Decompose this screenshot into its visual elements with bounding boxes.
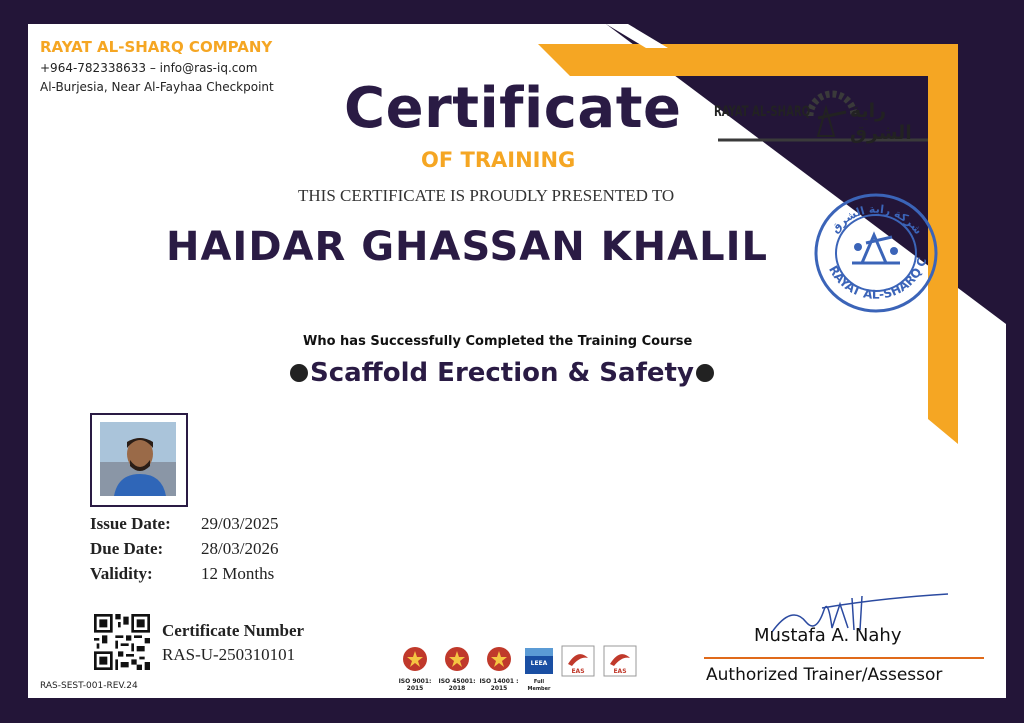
eas-badge bbox=[560, 644, 596, 692]
company-stamp bbox=[812, 191, 940, 315]
badge-label: ISO 14001 : bbox=[479, 678, 519, 685]
bullet-icon bbox=[290, 364, 308, 382]
certificate-sheet bbox=[28, 24, 1006, 698]
certificate-subtitle: OF TRAINING bbox=[421, 148, 576, 172]
presented-to-text: THIS CERTIFICATE IS PROUDLY PRESENTED TO bbox=[298, 186, 675, 205]
company-contact: +964-782338633 – info@ras-iq.com bbox=[40, 61, 258, 75]
eas-badge bbox=[602, 644, 638, 692]
person-photo-image bbox=[100, 422, 176, 496]
certificate-number-label: Certificate Number bbox=[162, 621, 305, 640]
badge-label: LEEA bbox=[530, 660, 548, 667]
validity-label: Validity: bbox=[90, 564, 153, 583]
course-title bbox=[290, 358, 714, 388]
company-logo bbox=[714, 86, 932, 152]
validity-value: 12 Months bbox=[201, 564, 275, 583]
signature-divider bbox=[704, 657, 984, 659]
logo-arabic-text: راية الشرق bbox=[850, 100, 912, 144]
badge-sub: Full Member bbox=[527, 679, 551, 692]
iso-45001-badge bbox=[436, 644, 478, 692]
badge-label: EAS bbox=[613, 668, 627, 675]
course-name: Scaffold Erection & Safety bbox=[310, 358, 694, 388]
badge-year: 2018 bbox=[448, 685, 466, 692]
stamp-arabic-text: شركة راية الشرق bbox=[828, 202, 925, 237]
badge-year: 2015 bbox=[406, 685, 424, 692]
stamp-seal-icon bbox=[812, 191, 940, 315]
iso-14001-badge bbox=[478, 644, 520, 692]
badge-year: 2015 bbox=[490, 685, 508, 692]
badge-label: ISO 45001: bbox=[438, 678, 476, 685]
issue-date-value: 29/03/2025 bbox=[201, 514, 279, 533]
recipient-photo bbox=[90, 413, 188, 507]
trainer-role: Authorized Trainer/Assessor bbox=[706, 665, 943, 685]
badge-label: ISO 9001: bbox=[398, 678, 432, 685]
company-name: RAYAT AL-SHARQ COMPANY bbox=[40, 38, 273, 56]
leea-badge bbox=[522, 644, 556, 692]
bullet-icon bbox=[696, 364, 714, 382]
stamp-english-text: RAYAT AL-SHARQ C bbox=[826, 255, 930, 302]
due-date-value: 28/03/2026 bbox=[201, 539, 279, 558]
logo-english-text: RAYAT AL-SHARQ bbox=[714, 104, 811, 120]
certificate-number-value: RAS-U-250310101 bbox=[162, 645, 296, 664]
due-date-label: Due Date: bbox=[90, 539, 164, 558]
iso-9001-badge bbox=[394, 644, 436, 692]
completed-course-text: Who has Successfully Completed the Training Course bbox=[303, 334, 693, 349]
recipient-name: HAIDAR GHASSAN KHALIL bbox=[166, 224, 768, 270]
issue-date-label: Issue Date: bbox=[90, 514, 171, 533]
qr-code-icon bbox=[94, 614, 150, 670]
trainer-name: Mustafa A. Nahy bbox=[754, 625, 902, 646]
badge-label: EAS bbox=[571, 668, 585, 675]
company-address: Al-Burjesia, Near Al-Fayhaa Checkpoint bbox=[40, 80, 274, 94]
form-reference: RAS-SEST-001-REV.24 bbox=[40, 681, 138, 691]
certificate-title: Certificate bbox=[344, 76, 682, 141]
